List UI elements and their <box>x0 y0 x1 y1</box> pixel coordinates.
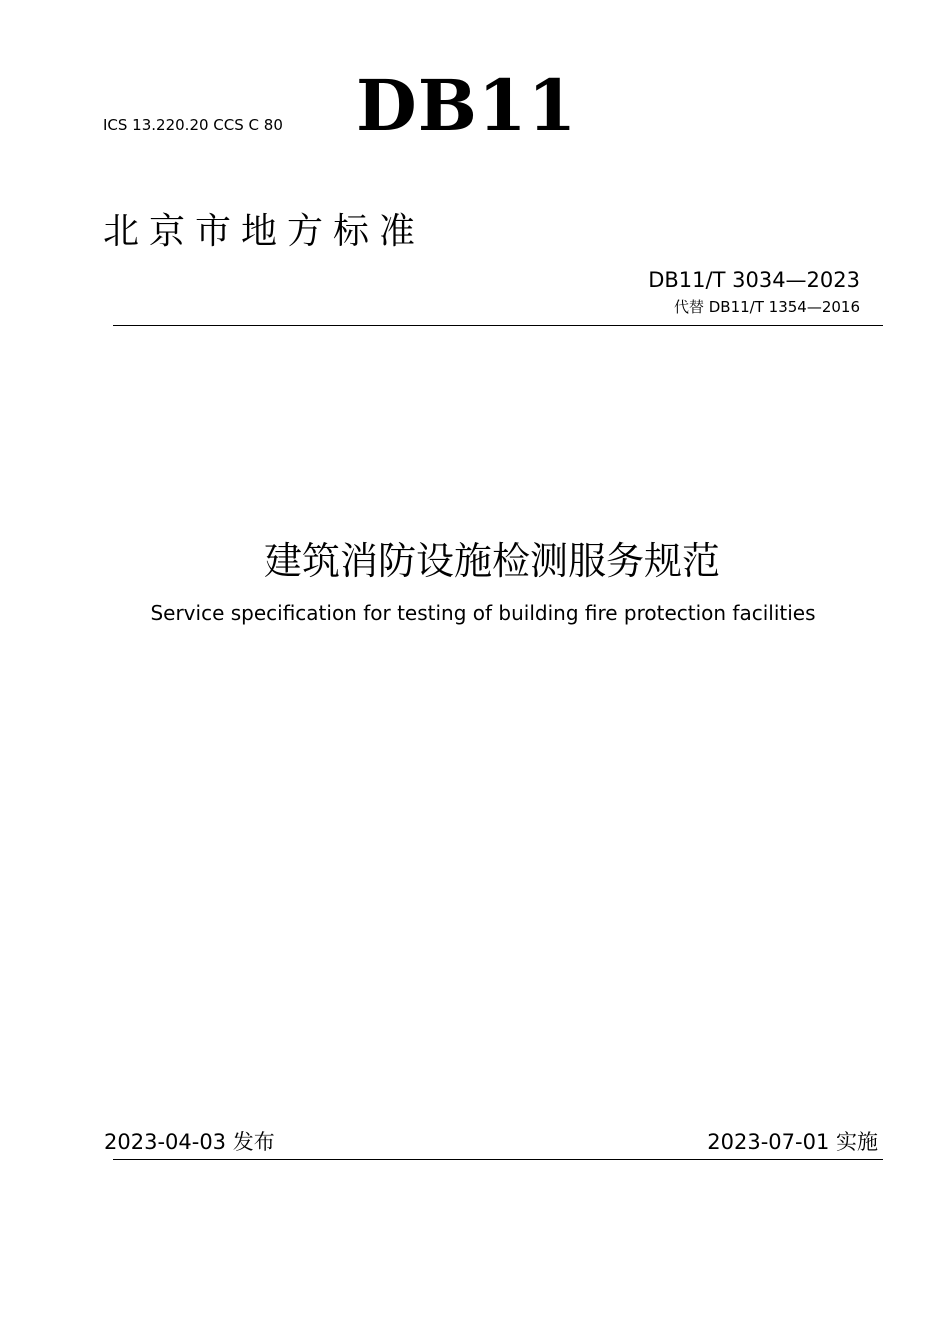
standard-number: DB11/T 3034—2023 <box>648 268 860 292</box>
top-divider <box>113 325 883 326</box>
replaced-standard-note: 代替 DB11/T 1354—2016 <box>673 298 860 316</box>
issue-date: 2023-04-03 发布 <box>104 1130 275 1154</box>
standard-type-heading: 北京市地方标准 <box>103 211 426 252</box>
db11-code-logo: DB11 <box>356 64 578 147</box>
implementation-date: 2023-07-01 实施 <box>707 1130 878 1154</box>
bottom-divider <box>113 1159 883 1160</box>
document-title-english: Service specification for testing of building fire protection facilities <box>150 601 816 625</box>
ics-ccs-classification: ICS 13.220.20 CCS C 80 <box>103 116 283 134</box>
document-title-chinese: 建筑消防设施检测服务规范 <box>263 539 720 583</box>
